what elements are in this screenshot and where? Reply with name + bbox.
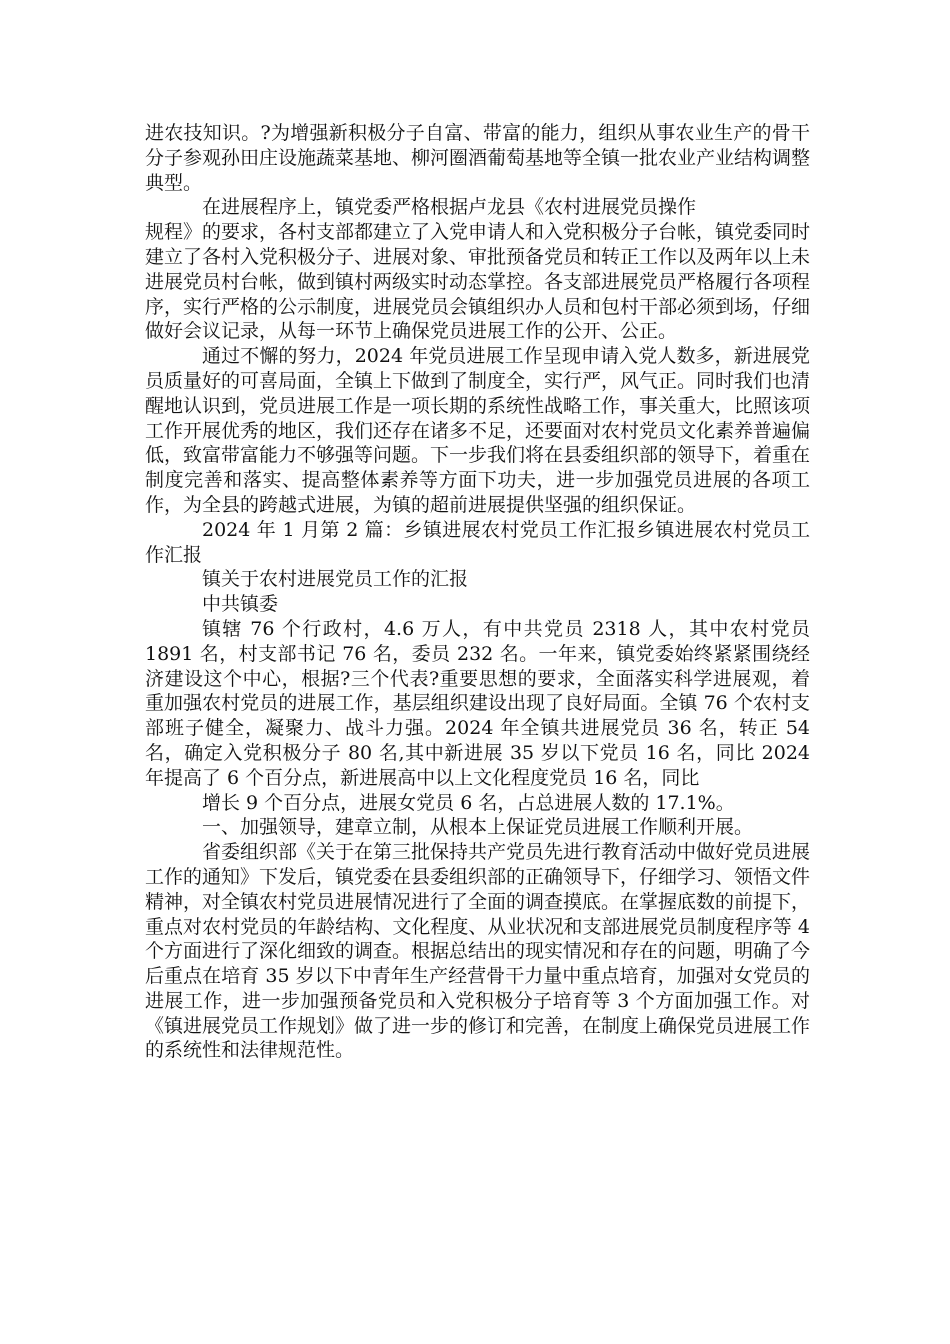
- paragraph-farming-knowledge: 进农技知识。?为增强新积极分子自富、带富的能力，组织从事农业生产的骨干分子参观孙田庄设施蔬菜基地、柳河圈酒葡萄基地等全镇一批农业产业结构调整典型。: [145, 122, 811, 194]
- report-title: 镇关于农村进展党员工作的汇报: [202, 568, 469, 591]
- paragraph-article-heading: 2024 年 1 月第 2 篇：乡镇进展农村党员工作汇报乡镇进展农村党员工作汇报: [145, 518, 810, 566]
- paragraph-procedure-intro: 在进展程序上，镇党委严格根据卢龙县《农村进展党员操作: [202, 196, 697, 219]
- paragraph-procedure-rules: 规程》的要求，各村支部都建立了入党申请人和入党积极分子台帐，镇党委同时建立了各村入党积极分子、进展对象、审批预备党员和转正工作以及两年以上未进展党员村台帐，做到镇村两级实时动态掌控。各支部进展党员严格履行各项程序，实行严格的公示制度，进展党员会镇组织办人员和包村干部必须到场，仔细做好会议记录，从每一环节上确保党员进展工作的公开、公正。: [145, 221, 811, 343]
- paragraph-efforts-summary: 通过不懈的努力，2024 年党员进展工作呈现申请入党人数多，新进展党员质量好的可喜局面，全镇上下做到了制度全，实行严，风气正。同时我们也清醒地认识到，党员进展工作是一项长期的系统性战略工作，事关重大，比照该项工作开展优秀的地区，我们还存在诸多不足，还要面对农村党员文化素养普遍偏低，致富带富能力不够强等问题。下一步我们将在县委组织部的领导下，着重在制度完善和落实、提高整体素养等方面下功夫，进一步加强党员进展的各项工作，为全县的跨越式进展，为镇的超前进展提供坚强的组织保证。: [145, 345, 811, 516]
- section-heading-leadership: 一、加强领导，建章立制，从根本上保证党员进展工作顺利开展。: [202, 816, 754, 839]
- paragraph-provincial-notice: 省委组织部《关于在第三批保持共产党员先进行教育活动中做好党员进展工作的通知》下发后，镇党委在县委组织部的正确领导下，仔细学习、领悟文件精神，对全镇农村党员进展情况进行了全面的调查摸底。在掌握底数的前提下，重点对农村党员的年龄结构、文化程度、从业状况和支部进展党员制度程序等 4 个方面进行了深化细致的调查。根据总结出的现实情况和存在的问题，明确了今后重点在培育 35 岁以下中青年生产经营骨干力量中重点培育，加强对女党员的进展工作，进一步加强预备党员和入党积极分子培育等 3 个方面加强工作。对《镇进展党员工作规划》做了进一步的修订和完善，在制度上确保党员进展工作的系统性和法律规范性。: [145, 841, 817, 1062]
- report-author: 中共镇委: [202, 593, 279, 616]
- document-body: [145, 121, 817, 1063]
- paragraph-town-overview: 镇辖 76 个行政村，4.6 万人，有中共党员 2318 人，其中农村党员 1891 名，村支部书记 76 名，委员 232 名。一年来，镇党委始终紧紧围绕经济建设这个中心，根据?三个代表?重要思想的要求，全面落实科学进展观，着重加强农村党员的进展工作，基层组织建设出现了良好局面。全镇 76 个农村支部班子健全，凝聚力、战斗力强。2024 年全镇共进展党员 36 名，转正 54 名，确定入党积极分子 80 名,其中新进展 35 岁以下党员 16 名，同比 2024 年提高了 6 个百分点，新进展高中以上文化程度党员 16 名，同比: [145, 617, 817, 789]
- paragraph-growth-stats: 增长 9 个百分点，进展女党员 6 名，占总进展人数的 17.1%。: [202, 791, 735, 814]
